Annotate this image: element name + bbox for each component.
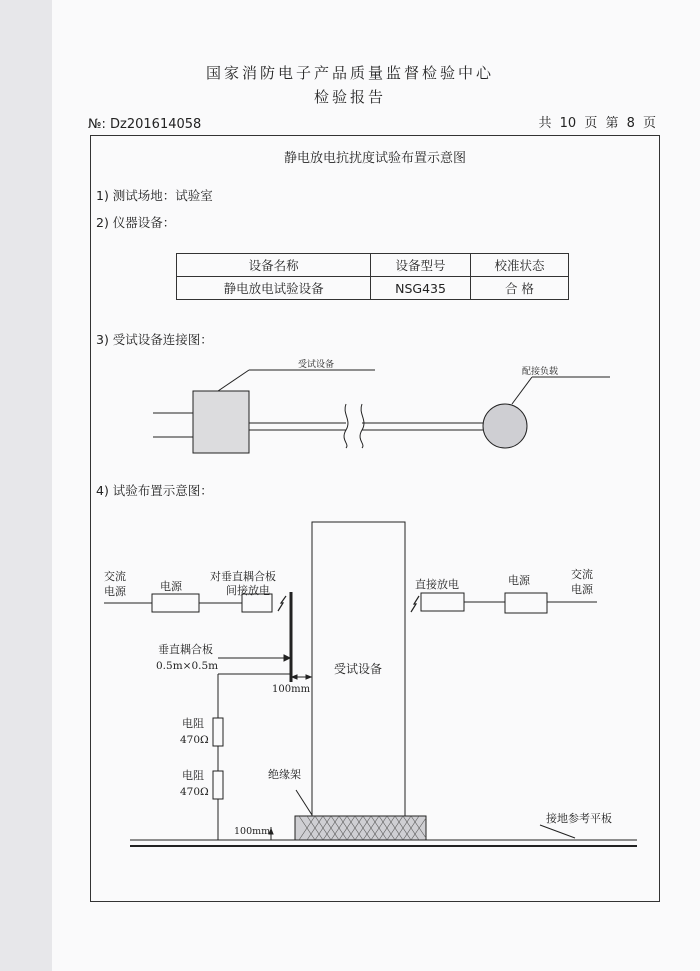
section-title: 静电放电抗扰度试验布置示意图 — [283, 151, 466, 166]
table-cell: NSG435 — [371, 277, 471, 300]
item-connection-diagram: 3) 受试设备连接图： — [96, 332, 213, 347]
vcp-size-label: 0.5m×0.5m — [156, 660, 219, 672]
resistor1-value: 470Ω — [180, 734, 209, 746]
item-test-site: 1) 测试场地：试验室 — [96, 188, 213, 203]
vcp-discharge-line1: 对垂直耦合板 — [210, 570, 276, 583]
header-cell: 校准状态 — [470, 254, 568, 277]
eut-layout-label: 受试设备 — [334, 662, 383, 676]
ac-right-line1: 交流 — [571, 568, 593, 581]
header-cell: 设备名称 — [177, 254, 371, 277]
load-circle — [483, 404, 527, 448]
power-left-label: 电源 — [160, 580, 182, 593]
eut-box — [193, 391, 249, 453]
table-cell: 静电放电试验设备 — [177, 277, 371, 300]
resistor1-label: 电阻 — [182, 717, 204, 730]
dist-100mm-label: 100mm — [272, 684, 311, 695]
item-instruments: 2) 仪器设备： — [96, 215, 176, 230]
resistor2-label: 电阻 — [182, 769, 204, 782]
table-cell: 合 格 — [470, 277, 568, 300]
header-cell: 设备型号 — [371, 254, 471, 277]
page-indicator: 共 10 页 第 8 页 — [538, 116, 656, 131]
ac-right-line2: 电源 — [571, 583, 593, 596]
power-box-right — [505, 593, 547, 613]
connection-diagram — [153, 370, 610, 453]
vcp-discharge-line2: 间接放电 — [226, 584, 270, 597]
power-box-left — [152, 594, 199, 612]
resistor-2 — [213, 771, 223, 799]
ground-plane-label: 接地参考平板 — [546, 812, 612, 825]
org-name: 国家消防电子产品质量监督检验中心 — [205, 64, 494, 82]
ac-left-line2: 电源 — [104, 585, 126, 598]
doc-number: №: Dz201614058 — [88, 117, 202, 132]
discharge-box-right — [421, 593, 464, 611]
resistor-1 — [213, 718, 223, 746]
resistor2-value: 470Ω — [180, 786, 209, 798]
item-layout-diagram: 4) 试验布置示意图： — [96, 483, 213, 498]
ac-left-line1: 交流 — [104, 570, 126, 583]
vcp-label: 垂直耦合板 — [158, 643, 213, 656]
eut-label: 受试设备 — [298, 360, 335, 370]
load-label: 配接负载 — [522, 367, 559, 377]
power-right-label: 电源 — [508, 574, 530, 587]
insulation-label: 绝缘架 — [268, 768, 301, 781]
direct-discharge-label: 直接放电 — [415, 578, 459, 591]
report-title: 检验报告 — [313, 88, 386, 106]
dist-100mm-bottom-label: 100mm — [234, 826, 271, 837]
